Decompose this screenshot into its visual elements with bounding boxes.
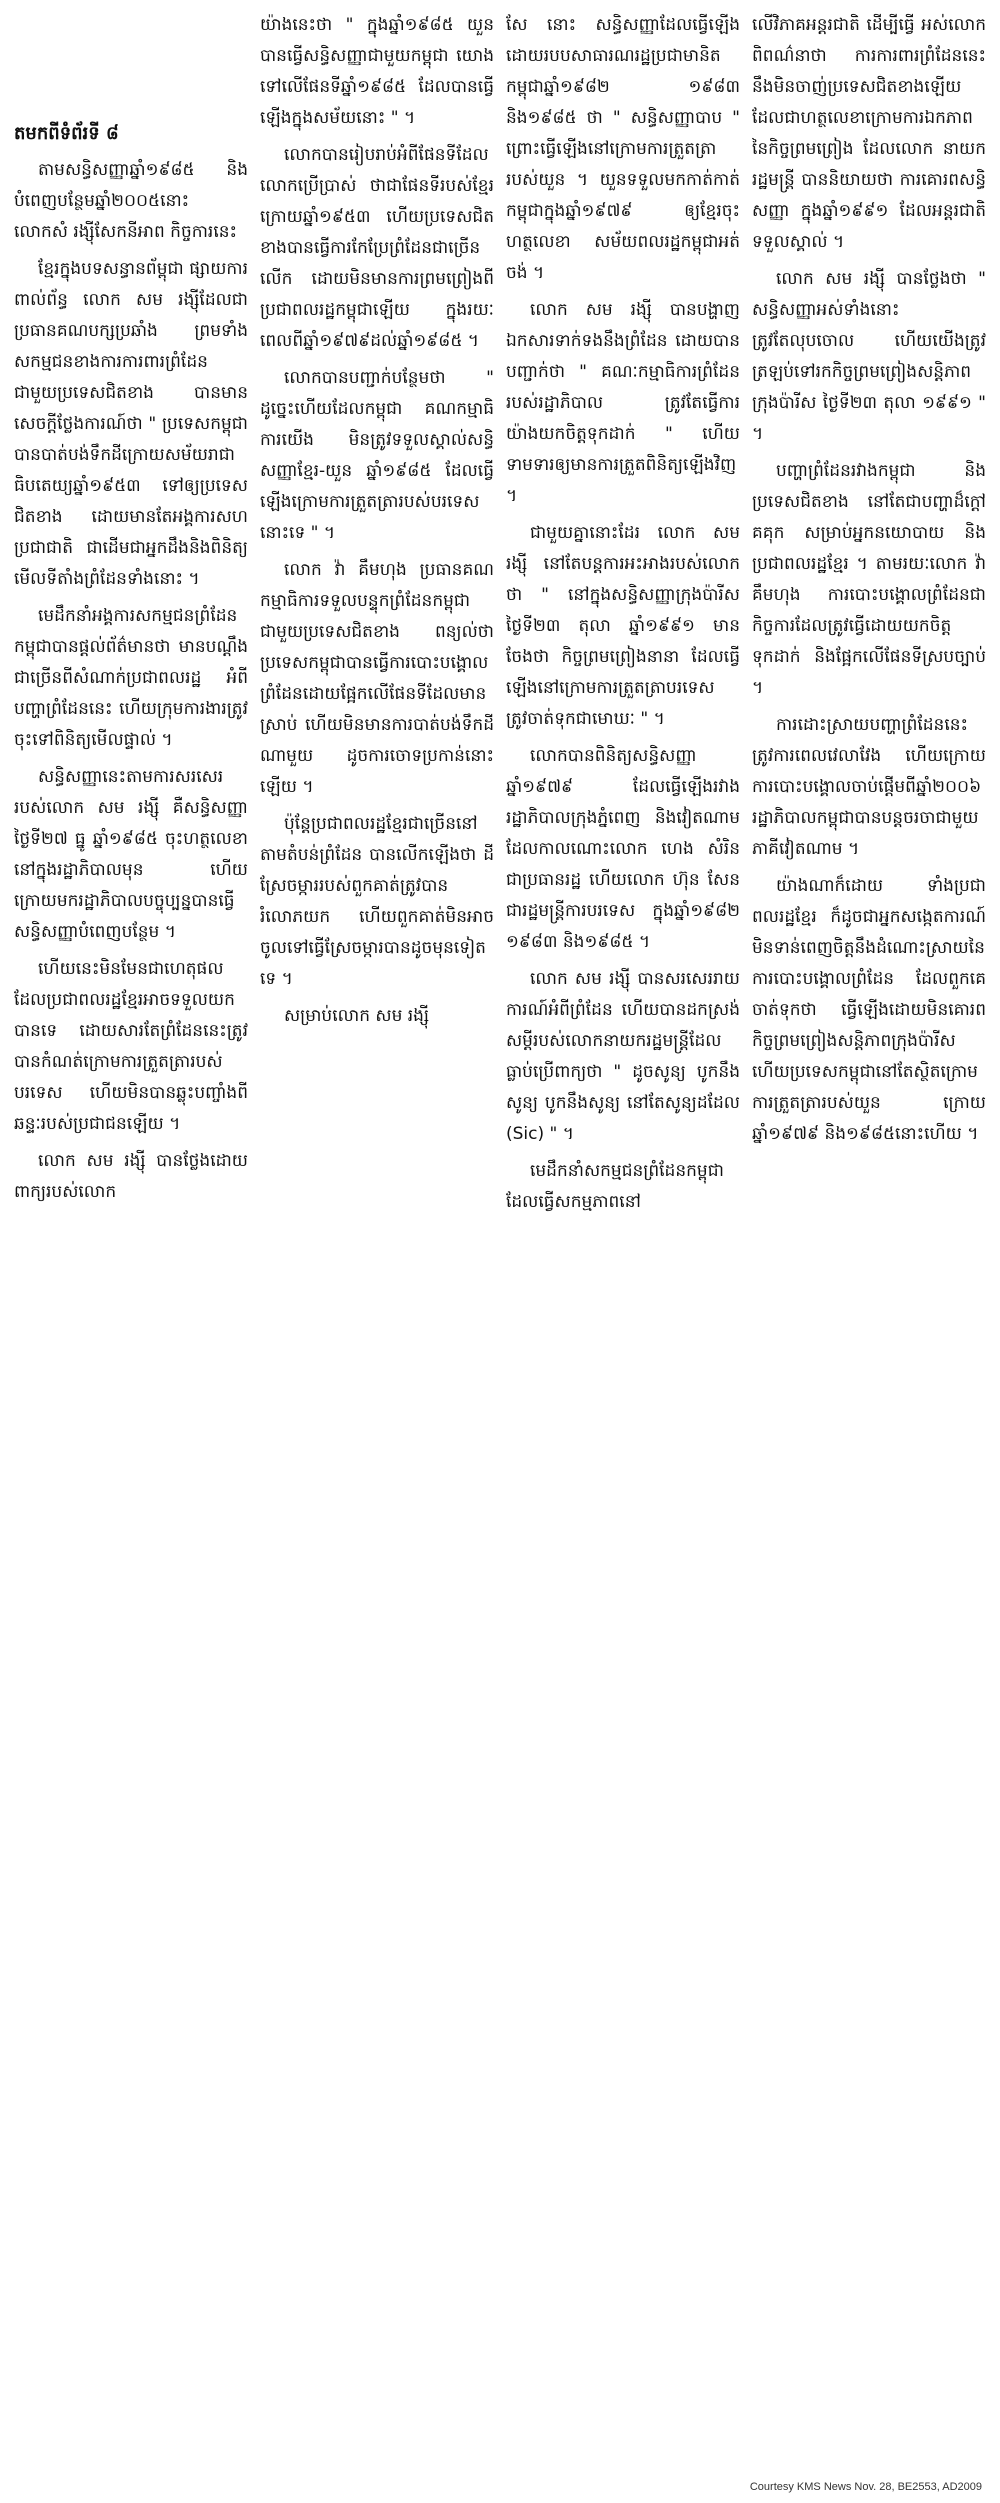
- article-paragraph: យ៉ាងណាក៏ដោយ ទាំងប្រជាពលរដ្ឋខ្មែរ ក៏ដូចជាអ្នកសង្កេតការណ៍ មិនទាន់ពេញចិត្តនឹងដំណោះស្រាយនៃការបោះបង្គោលព្រំដែន ដែលពួកគេចាត់ទុកថា ធ្វើឡើងដោយមិនគោរពកិច្ចព្រមព្រៀងសន្តិភាពក្រុងប៉ារីស ហើយប្រទេសកម្ពុជានៅតែស្ថិតក្រោមការត្រួតត្រារបស់យួន ក្រោយឆ្នាំ១៩៧៩ និង១៩៨៥នោះហើយ ។: [752, 876, 986, 1144]
- article-paragraph: សម្រាប់លោក សម រង្ស៊ី: [284, 1006, 430, 1026]
- article-paragraph: លោក សម រង្ស៊ី បានបង្ហាញឯកសារទាក់ទងនឹងព្រំដែន ដោយបានបញ្ជាក់ថា " គណៈកម្មាធិការព្រំដែនរបស់រដ្ឋាភិបាល ត្រូវតែធ្វើការយ៉ាងយកចិត្តទុកដាក់ " ហើយទាមទារឲ្យមានការត្រួតពិនិត្យឡើងវិញ ។: [506, 300, 740, 506]
- article-paragraph: មេដឹកនាំសកម្មជនព្រំដែនកម្ពុជា ដែលធ្វើសកម្មភាពនៅ: [506, 1161, 724, 1212]
- article-paragraph: ខ្មែរក្នុងបទសន្ធានព័ម្ពុជា ផ្សាយការពាល់ព័ន្ធ លោក សម រង្ស៊ីដែលជាប្រធានគណបក្សប្រឆាំង ព្រមទាំងសកម្មជនខាងការការពារព្រំដែនជាមួយប្រទេសជិតខាង បានមានសេចក្ដីថ្លែងការណ៍ថា " ប្រទេសកម្ពុជាបានបាត់បង់ទឹកដីក្រោយសម័យរាជាធិបតេយ្យឆ្នាំ១៩៥៣ ទៅឲ្យប្រទេសជិតខាង ដោយមានតែអង្គការសហប្រជាជាតិ ជាដើមជាអ្នកដឹងនិងពិនិត្យមើលទីតាំងព្រំដែនទាំងនោះ ។: [14, 259, 248, 589]
- article-paragraph: ជាមួយគ្នានោះដែរ លោក សម រង្ស៊ី នៅតែបន្តការអះអាងរបស់លោក ថា " នៅក្នុងសន្ធិសញ្ញាក្រុងប៉ារីស ថ្ងៃទី២៣ តុលា ឆ្នាំ១៩៩១ មានចែងថា កិច្ចព្រមព្រៀងនានា ដែលធ្វើឡើងនៅក្រោមការត្រួតត្រាបរទេស ត្រូវចាត់ទុកជាមោឃៈ " ។: [506, 523, 740, 729]
- article-paragraph: តាមសន្ធិសញ្ញាឆ្នាំ១៩៨៥ និងបំពេញបន្ថែមឆ្នាំ២០០៥នោះ លោកសំ រង្ស៊ីសែកនីអាព កិច្ចការនេះ: [14, 160, 248, 242]
- article-paragraph: លើវិភាគអន្តរជាតិ ដើម្បីធ្វើ អស់លោកពិពណ៌នាថា ការការពារព្រំដែននេះ នឹងមិនចាញ់ប្រទេសជិតខាងឡើយ ដែលជាហត្ថលេខាក្រោមការឯកភាពនៃកិច្ចព្រមព្រៀង ដែលលោក នាយករដ្ឋមន្ត្រី បាននិយាយថា ការគោរពសន្ធិសញ្ញា ក្នុងឆ្នាំ១៩៩១ ដែលអន្តរជាតិទទួលស្គាល់ ។: [752, 15, 986, 252]
- article-paragraph: ការដោះស្រាយបញ្ហាព្រំដែននេះ ត្រូវការពេលវេលាវែង ហើយក្រោយការបោះបង្គោលចាប់ផ្ដើមពីឆ្នាំ២០០៦ រដ្ឋាភិបាលកម្ពុជាបានបន្តចរចាជាមួយភាគីវៀតណាម ។: [752, 715, 986, 859]
- article-column-4: [752, 10, 986, 2450]
- article-paragraph: ប៉ុន្តែប្រជាពលរដ្ឋខ្មែរជាច្រើននៅតាមតំបន់ព្រំដែន បានលើកឡើងថា ដីស្រែចម្ការរបស់ពួកគាត់ត្រូវបានរំលោភយក ហើយពួកគាត់មិនអាចចូលទៅធ្វើស្រែចម្ការបានដូចមុនទៀតទេ ។: [260, 814, 494, 989]
- article-paragraph: លោក សម រង្ស៊ី បានថ្លែងថា " សន្ធិសញ្ញាអស់ទាំងនោះត្រូវតែលុបចោល ហើយយើងត្រូវត្រឡប់ទៅរកកិច្ចព្រមព្រៀងសន្តិភាពក្រុងប៉ារីស ថ្ងៃទី២៣ តុលា ១៩៩១ " ។: [752, 269, 986, 444]
- article-column-3: [506, 10, 740, 2450]
- article-column-2: [260, 10, 494, 2450]
- article-columns: [14, 10, 986, 2450]
- article-column-1: [14, 10, 248, 2450]
- article-paragraph: បញ្ហាព្រំដែនរវាងកម្ពុជា និងប្រទេសជិតខាង នៅតែជាបញ្ហាដ៏ក្ដៅគគុក សម្រាប់អ្នកនយោបាយ និងប្រជាពលរដ្ឋខ្មែរ ។ តាមរយៈលោក វ៉ា គឹមហុង ការបោះបង្គោលព្រំដែនជាកិច្ចការដែលត្រូវធ្វើដោយយកចិត្តទុកដាក់ និងផ្អែកលើផែនទីស្របច្បាប់ ។: [752, 461, 986, 698]
- article-paragraph: សែ នោះ សន្ធិសញ្ញាដែលធ្វើឡើងដោយរបបសាធារណរដ្ឋប្រជាមានិតកម្ពុជាឆ្នាំ១៩៨២ ១៩៨៣ និង១៩៨៥ ថា " សន្ធិសញ្ញាបាប " ព្រោះធ្វើឡើងនៅក្រោមការត្រួតត្រារបស់យួន ។ យួនទទួលមកកាត់កាត់កម្ពុជាក្នុងឆ្នាំ១៩៧៩ ឲ្យខ្មែរចុះហត្ថលេខា សម័យពលរដ្ឋកម្ពុជាអត់ចង់ ។: [506, 15, 740, 283]
- article-paragraph: លោកបានពិនិត្យសន្ធិសញ្ញាឆ្នាំ១៩៧៩ ដែលធ្វើឡើងរវាងរដ្ឋាភិបាលក្រុងភ្នំពេញ និងវៀតណាម ដែលកាលណោះលោក ហេង សំរិន ជាប្រធានរដ្ឋ ហើយលោក ហ៊ុន សែន ជារដ្ឋមន្ត្រីការបរទេស ក្នុងឆ្នាំ១៩៨២ ១៩៨៣ និង១៩៨៥ ។: [506, 746, 740, 952]
- article-paragraph: លោក សម រង្ស៊ី បានសរសេររាយការណ៍អំពីព្រំដែន ហើយបានដកស្រង់សម្ដីរបស់លោកនាយករដ្ឋមន្ត្រីដែលធ្លាប់ប្រើពាក្យថា " ដូចសូន្យ បូកនឹងសូន្យ បូកនឹងសូន្យ នៅតែសូន្យដដែល (Sic) " ។: [506, 969, 740, 1144]
- article-paragraph: លោកបានរៀបរាប់អំពីផែនទីដែលលោកប្រើប្រាស់ ថាជាផែនទីរបស់ខ្មែរក្រោយឆ្នាំ១៩៥៣ ហើយប្រទេសជិតខាងបានធ្វើការកែប្រែព្រំដែនជាច្រើនលើក ដោយមិនមានការព្រមព្រៀងពីប្រជាពលរដ្ឋកម្ពុជាឡើយ ក្នុងរយៈពេលពីឆ្នាំ១៩៧៩ដល់ឆ្នាំ១៩៨៥ ។: [260, 145, 494, 351]
- article-paragraph: លោក សម រង្ស៊ី បានថ្លែងដោយពាក្យរបស់លោក: [14, 1151, 248, 1202]
- article-paragraph: សន្ធិសញ្ញានេះតាមការសរសេររបស់លោក សម រង្ស៊ី គឺសន្ធិសញ្ញាថ្ងៃទី២៧ ធ្នូ ឆ្នាំ១៩៨៥ ចុះហត្ថលេខានៅក្នុងរដ្ឋាភិបាលមុន ហើយក្រោយមករដ្ឋាភិបាលបច្ចុប្បន្នបានធ្វើសន្ធិសញ្ញាបំពេញបន្ថែម ។: [14, 767, 248, 942]
- article-paragraph: មេដឹកនាំអង្គការសកម្មជនព្រំដែនកម្ពុជាបានផ្ដល់ព័ត៌មានថា មានបណ្ដឹងជាច្រើនពីសំណាក់ប្រជាពលរដ្ឋ អំពីបញ្ហាព្រំដែននេះ ហើយក្រុមការងារត្រូវចុះទៅពិនិត្យមើលផ្ទាល់ ។: [14, 606, 248, 750]
- article-paragraph: ហើយនេះមិនមែនជាហេតុផលដែលប្រជាពលរដ្ឋខ្មែរអាចទទួលយកបានទេ ដោយសារតែព្រំដែននេះត្រូវបានកំណត់ក្រោមការត្រួតត្រារបស់បរទេស ហើយមិនបានឆ្លុះបញ្ចាំងពីឆន្ទៈរបស់ប្រជាជនឡើយ ។: [14, 959, 248, 1134]
- article-paragraph: លោកបានបញ្ជាក់បន្ថែមថា " ដូច្នេះហើយដែលកម្ពុជា គណកម្មាធិការយើង មិនត្រូវទទួលស្គាល់សន្ធិសញ្ញាខ្មែរ-យួន ឆ្នាំ១៩៨៥ ដែលធ្វើឡើងក្រោមការត្រួតត្រារបស់បរទេសនោះទេ " ។: [260, 368, 494, 543]
- article-paragraph: យ៉ាងនេះថា " ក្នុងឆ្នាំ១៩៨៥ យួនបានធ្វើសន្ធិសញ្ញាជាមួយកម្ពុជា យោងទៅលើផែនទីឆ្នាំ១៩៨៥ ដែលបានធ្វើឡើងក្នុងសម័យនោះ " ។: [260, 15, 494, 128]
- continued-from-label: តមកពីទំព័រទី ៨: [14, 123, 119, 144]
- article-paragraph: លោក វ៉ា គឹមហុង ប្រធានគណកម្មាធិការទទួលបន្ទុកព្រំដែនកម្ពុជា ជាមួយប្រទេសជិតខាង ពន្យល់ថា ប្រទេសកម្ពុជាបានធ្វើការបោះបង្គោលព្រំដែនដោយផ្អែកលើផែនទីដែលមានស្រាប់ ហើយមិនមានការបាត់បង់ទឹកដីណាមួយ ដូចការចោទប្រកាន់នោះឡើយ ។: [260, 560, 494, 797]
- source-credit: Courtesy KMS News Nov. 28, BE2553, AD2009: [749, 2481, 982, 2493]
